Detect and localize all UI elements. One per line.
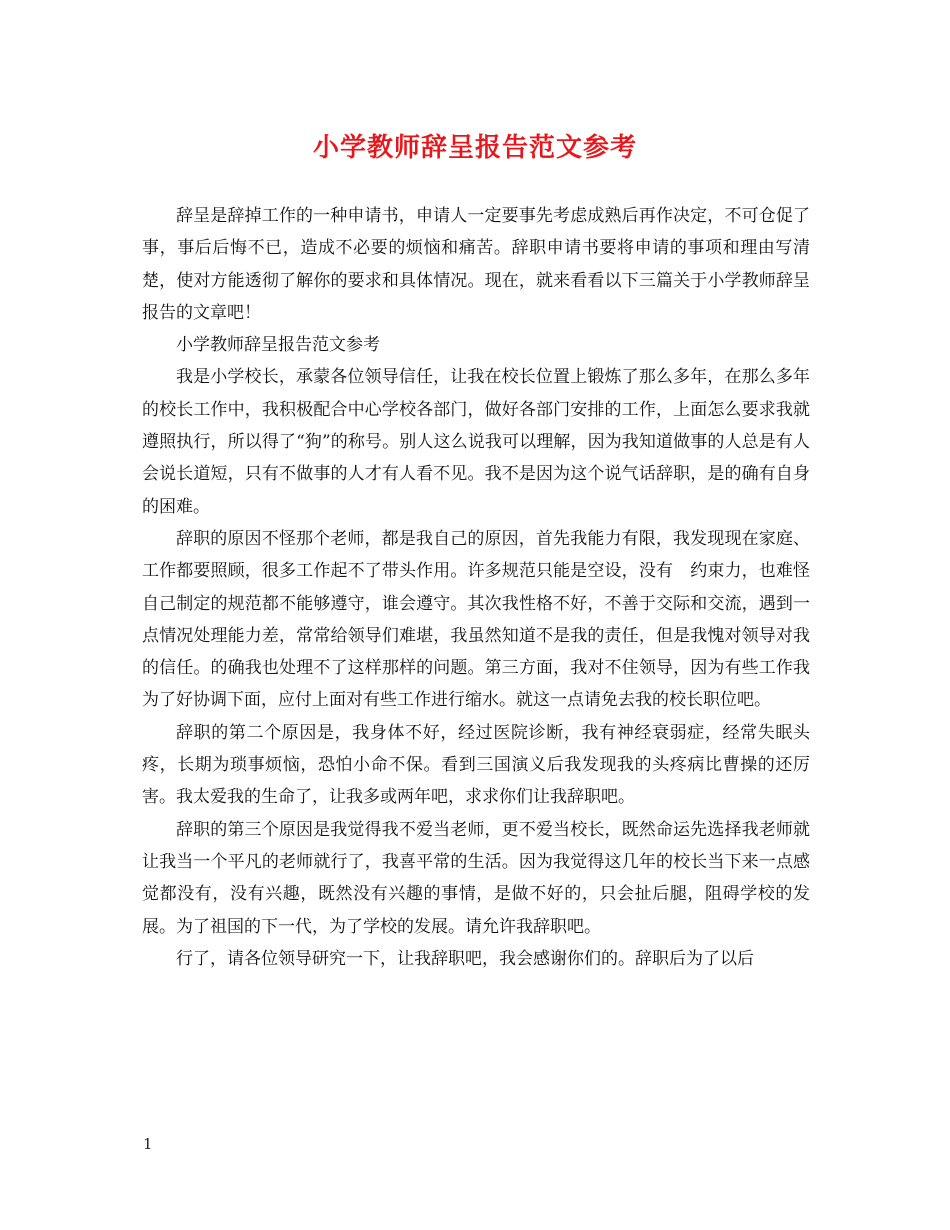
- page-number: 1: [143, 1135, 153, 1153]
- paragraph-intro: 辞呈是辞掉工作的一种申请书，申请人一定要事先考虑成熟后再作决定，不可仓促了事，事后后悔不已，造成不必要的烦恼和痛苦。辞职申请书要将申请的事项和理由写清楚，使对方能透彻了解你的要求和具体情况。现在，就来看看以下三篇关于小学教师辞呈报告的文章吧！: [142, 206, 810, 323]
- document-body: [142, 200, 810, 975]
- paragraph-5: 行了，请各位领导研究一下，让我辞职吧，我会感谢你们的。辞职后为了以后: [176, 948, 754, 969]
- paragraph-subheading: 小学教师辞呈报告范文参考: [176, 335, 380, 356]
- document-title: 小学教师辞呈报告范文参考: [312, 133, 637, 163]
- paragraph-1: 我是小学校长，承蒙各位领导信任，让我在校长位置上锻炼了那么多年，在那么多年的校长工作中，我积极配合中心学校各部门，做好各部门安排的工作，上面怎么要求我就遵照执行，所以得了“狗”的称号。别人这么说我可以理解，因为我知道做事的人总是有人会说长道短，只有不做事的人才有人看不见。我不是因为这个说气话辞职，是的确有自身的困难。: [142, 367, 810, 517]
- paragraph-3: 辞职的第二个原因是，我身体不好，经过医院诊断，我有神经衰弱症，经常失眠头疼，长期为琐事烦恼，恐怕小命不保。看到三国演义后我发现我的头疼病比曹操的还厉害。我太爱我的生命了，让我多或两年吧，求求你们让我辞职吧。: [142, 722, 810, 808]
- paragraph-4: 辞职的第三个原因是我觉得我不爱当老师，更不爱当校长，既然命运先选择我老师就让我当一个平凡的老师就行了，我喜平常的生活。因为我觉得这几年的校长当下来一点感觉都没有，没有兴趣，既然没有兴趣的事情，是做不好的，只会扯后腿，阻碍学校的发展。为了祖国的下一代，为了学校的发展。请允许我辞职吧。: [142, 819, 810, 937]
- paragraph-2: 辞职的原因不怪那个老师，都是我自己的原因，首先我能力有限，我发现现在家庭、工作都要照顾，很多工作起不了带头作用。许多规范只能是空设，没有 约束力，也难怪自己制定的规范都不能够遵守，谁会遵守。其次我性格不好，不善于交际和交流，遇到一点情况处理能力差，常常给领导们难堪，我虽然知道不是我的责任，但是我愧对领导对我的信任。的确我也处理不了这样那样的问题。第三方面，我对不住领导，因为有些工作我为了好协调下面，应付上面对有些工作进行缩水。就这一点请免去我的校长职位吧。: [142, 528, 810, 711]
